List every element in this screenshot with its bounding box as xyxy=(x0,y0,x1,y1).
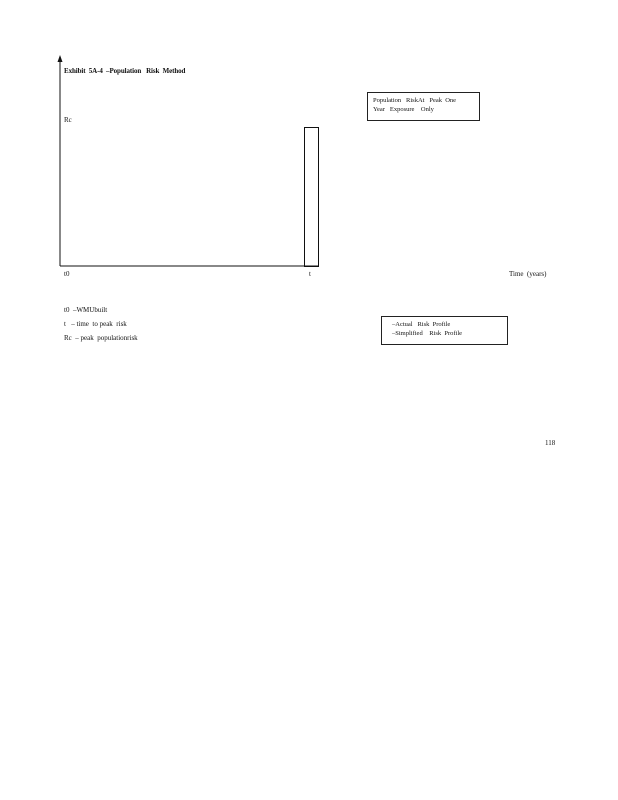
legend-item-simplified: –Simplified Risk Profile xyxy=(392,330,463,337)
y-axis-arrow-icon xyxy=(58,55,63,62)
callout-line-2: Year Exposure Only xyxy=(373,106,434,113)
x-mid-label: t xyxy=(309,270,311,278)
exhibit-title: Exhibit 5A-4 –Population Risk Method xyxy=(64,67,186,75)
definition-t: t – time to peak risk xyxy=(64,320,127,328)
x-origin-label: t0 xyxy=(64,270,70,278)
definition-t0: t0 –WMUbuilt xyxy=(64,306,108,314)
y-axis-label: Rc xyxy=(64,116,72,124)
callout-line-1: Population RiskAt Peak One xyxy=(373,97,457,104)
simplified-risk-profile-bar xyxy=(305,128,319,267)
legend-item-actual: –Actual Risk Profile xyxy=(392,321,451,328)
definition-rc: Rc – peak populationrisk xyxy=(64,334,138,342)
legend-box xyxy=(381,316,508,345)
callout-box xyxy=(367,92,480,121)
page-number: 118 xyxy=(545,439,556,447)
x-axis-label: Time (years) xyxy=(509,270,547,278)
